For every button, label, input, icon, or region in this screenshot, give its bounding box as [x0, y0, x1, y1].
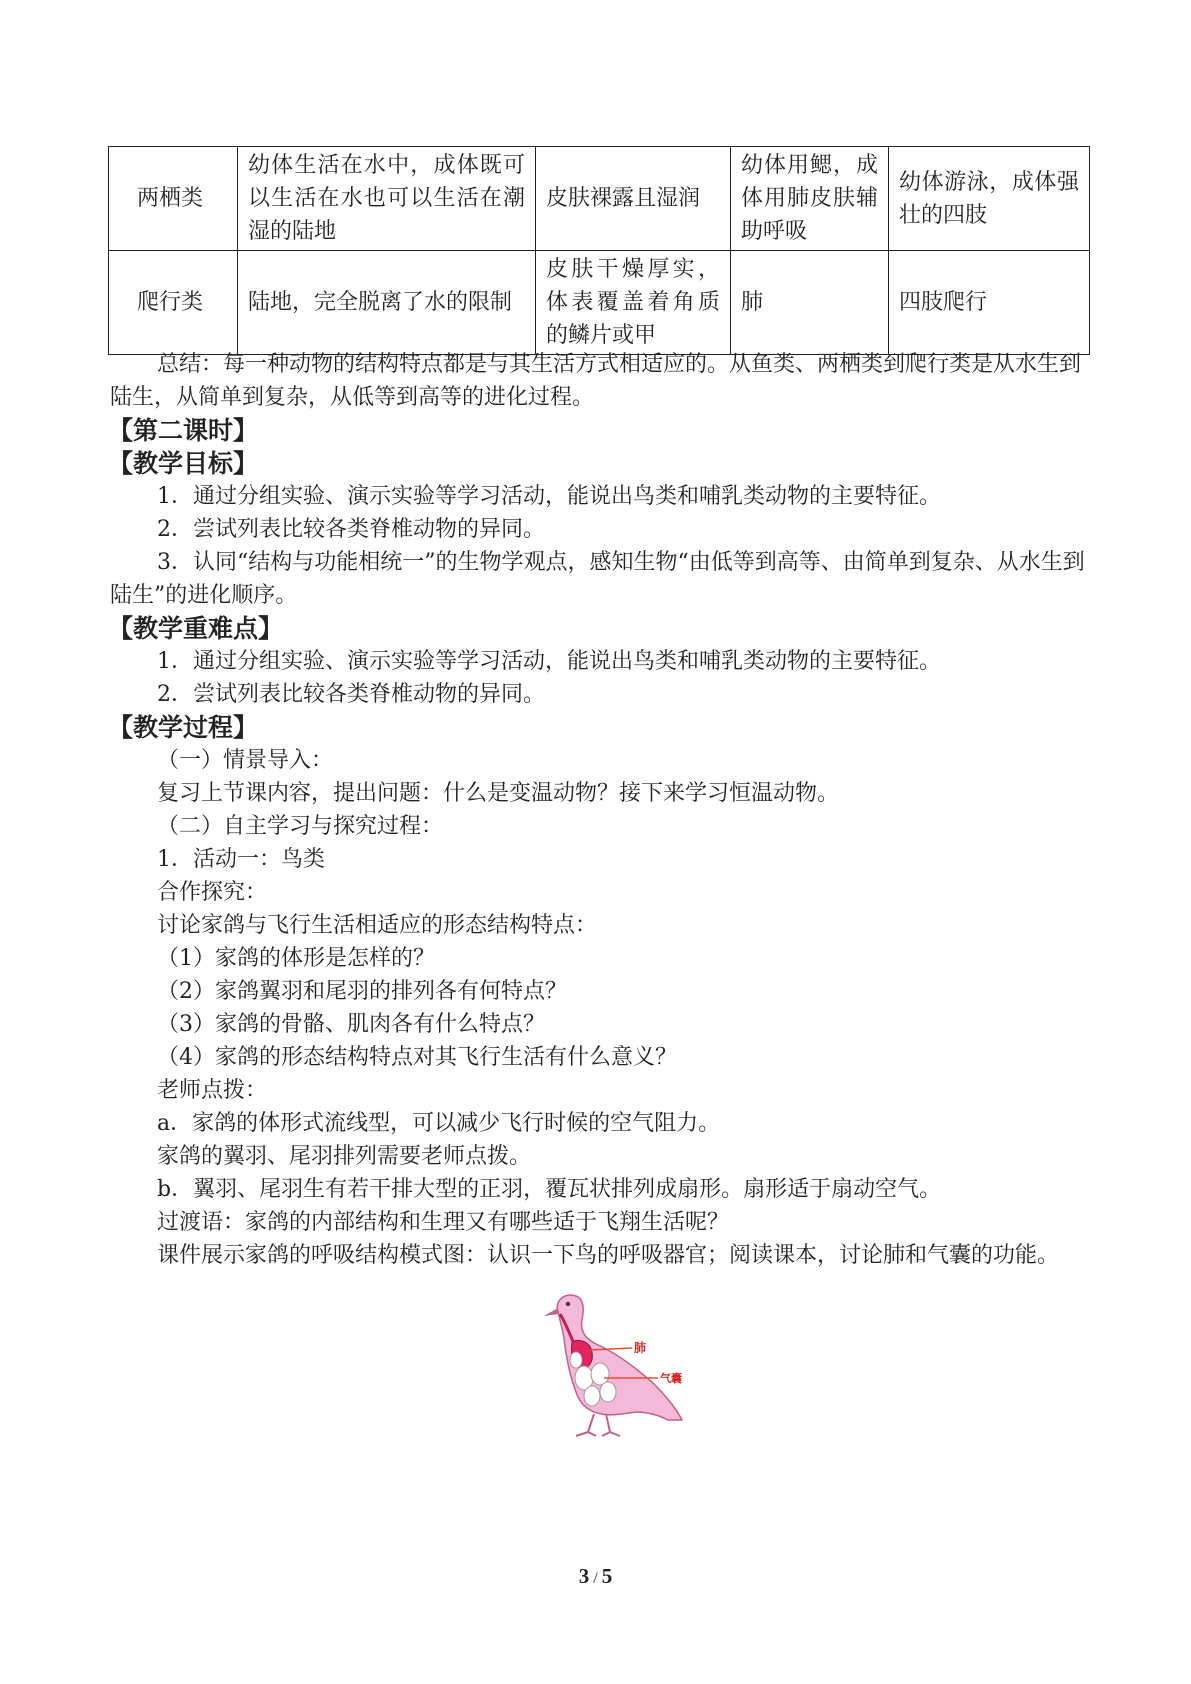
air-sac: [584, 1386, 600, 1406]
pigeon-beak: [544, 1308, 558, 1316]
table-cell-skin: 皮肤干燥厚实，体表覆盖着角质的鳞片或甲: [536, 251, 731, 355]
table-cell-breathing: 幼体用鳃，成体用肺皮肤辅助呼吸: [731, 147, 889, 251]
page-total: 5: [601, 1564, 613, 1588]
table-cell-habitat: 陆地，完全脱离了水的限制: [238, 251, 536, 355]
table-cell-skin: 皮肤裸露且湿润: [536, 147, 731, 251]
table-cell-name: 爬行类: [109, 251, 238, 355]
process-line: （二）自主学习与探究过程：: [157, 814, 444, 839]
process-line: （2）家鸽翼羽和尾羽的排列各有何特点？: [157, 979, 567, 1004]
table-row: [109, 147, 1090, 251]
process-line: 合作探究：: [157, 880, 268, 905]
process-line: （3）家鸽的骨骼、肌肉各有什么特点？: [157, 1012, 545, 1037]
table-cell-habitat: 幼体生活在水中，成体既可以生活在水也可以生活在潮湿的陆地: [238, 147, 536, 251]
heading-process: 【教学过程】: [108, 713, 259, 742]
animal-comparison-table: [108, 146, 1090, 355]
pigeon-legs: [576, 1414, 620, 1436]
goal-item: 1．通过分组实验、演示实验等学习活动，能说出鸟类和哺乳类动物的主要特征。: [157, 484, 941, 509]
process-line: 讨论家鸽与飞行生活相适应的形态结构特点：: [157, 913, 598, 938]
table-cell-breathing: 肺: [731, 251, 889, 355]
process-line: 老师点拨：: [157, 1078, 268, 1103]
process-line: 复习上节课内容，提出问题：什么是变温动物？接下来学习恒温动物。: [157, 781, 840, 806]
process-line: 家鸽的翼羽、尾羽排列需要老师点拨。: [157, 1144, 532, 1169]
page-current: 3: [578, 1564, 590, 1588]
process-line: 过渡语：家鸽的内部结构和生理又有哪些适于飞翔生活呢？: [157, 1210, 730, 1235]
airsac-label: 气囊: [660, 1372, 682, 1385]
courseware-paragraph: 课件展示家鸽的呼吸结构模式图：认识一下鸟的呼吸器官；阅读课本，讨论肺和气囊的功能。: [157, 1243, 1060, 1268]
air-sac: [600, 1382, 616, 1402]
process-line: （1）家鸽的体形是怎样的？: [157, 946, 435, 971]
table-row: [109, 251, 1090, 355]
goal-item: 3．认同“结构与功能相统一”的生物学观点，感知生物“由低等到高等、由简单到复杂、从水生到陆生”的进化顺序。: [110, 550, 1085, 608]
pigeon-eye: [566, 1302, 570, 1306]
table-cell-name: 两栖类: [109, 147, 238, 251]
process-line: （4）家鸽的形态结构特点对其飞行生活有什么意义？: [157, 1045, 677, 1070]
heading-goals: 【教学目标】: [108, 449, 259, 478]
process-line: b．翼羽、尾羽生有若干排大型的正羽，覆瓦状排列成扇形。扇形适于扇动空气。: [157, 1177, 942, 1202]
heading-key-points: 【教学重难点】: [108, 614, 284, 643]
document-body: [110, 348, 1092, 1446]
key-point-item: 2．尝试列表比较各类脊椎动物的异同。: [157, 682, 545, 707]
page-number: [0, 1564, 1191, 1589]
page-separator: /: [589, 1570, 602, 1587]
heading-lesson2: 【第二课时】: [108, 416, 259, 445]
air-sac: [570, 1352, 582, 1368]
pigeon-respiratory-figure: [536, 1286, 700, 1446]
process-line: a．家鸽的体形式流线型，可以减少飞行时候的空气阻力。: [157, 1111, 721, 1136]
table-cell-movement: 幼体游泳，成体强壮的四肢: [889, 147, 1090, 251]
table-cell-movement: 四肢爬行: [889, 251, 1090, 355]
goal-item: 2．尝试列表比较各类脊椎动物的异同。: [157, 517, 545, 542]
process-line: （一）情景导入：: [157, 748, 334, 773]
lung-label: 肺: [634, 1341, 647, 1355]
process-line: 1．活动一：鸟类: [157, 847, 325, 872]
pigeon-illustration: [536, 1286, 700, 1446]
summary-paragraph: 总结：每一种动物的结构特点都是与其生活方式相适应的。从鱼类、两栖类到爬行类是从水生到陆生，从简单到复杂，从低等到高等的进化过程。: [110, 352, 1082, 410]
key-point-item: 1．通过分组实验、演示实验等学习活动，能说出鸟类和哺乳类动物的主要特征。: [157, 649, 941, 674]
